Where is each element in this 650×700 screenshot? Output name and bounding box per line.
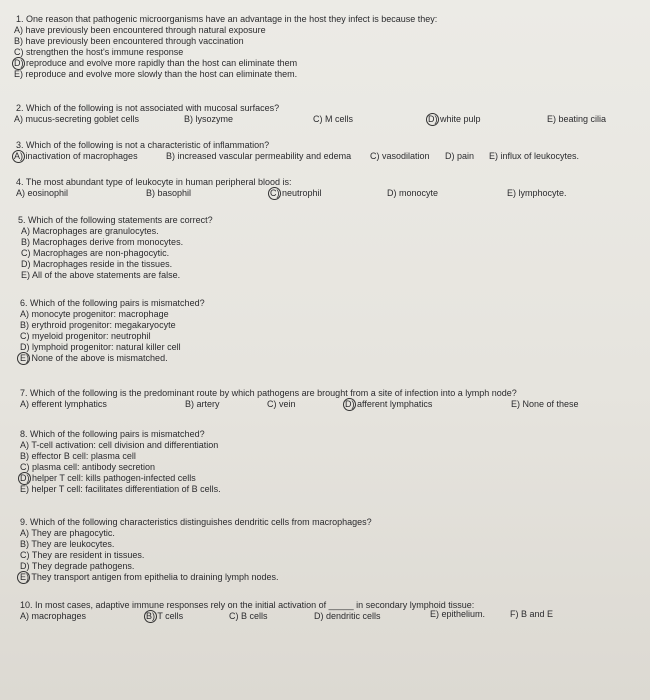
option-a: A) monocyte progenitor: macrophage bbox=[20, 309, 169, 319]
option-d: D) They degrade pathogens. bbox=[20, 561, 135, 571]
question-stem: 2. Which of the following is not associated with mucosal surfaces? bbox=[16, 103, 280, 113]
option-a: A) efferent lymphatics bbox=[20, 399, 107, 409]
option-b: B) artery bbox=[185, 399, 220, 409]
option-f: F) B and E bbox=[510, 609, 554, 619]
option-d: D) afferent lymphatics bbox=[345, 399, 433, 409]
option-b: B) have previously been encountered through vaccination bbox=[14, 36, 244, 46]
option-c: C) vasodilation bbox=[370, 151, 430, 161]
option-c: C) B cells bbox=[229, 611, 268, 621]
option-e: E) helper T cell: facilitates differentiation of B cells. bbox=[20, 484, 221, 494]
option-c: C) They are resident in tissues. bbox=[20, 550, 145, 560]
option-b: B) Macrophages derive from monocytes. bbox=[21, 237, 184, 247]
option-c: C) Macrophages are non-phagocytic. bbox=[21, 248, 170, 258]
question-stem: 10. In most cases, adaptive immune responses rely on the initial activation of _____ in secondary lymphoid tissue: bbox=[20, 600, 475, 610]
option-a: A) have previously been encountered through natural exposure bbox=[14, 25, 266, 35]
option-e: E) None of these bbox=[511, 399, 579, 409]
option-a: A) They are phagocytic. bbox=[20, 528, 115, 538]
option-c: C) strengthen the host's immune response bbox=[14, 47, 184, 57]
question-stem: 7. Which of the following is the predominant route by which pathogens are brought from a site of infection into a lymph node? bbox=[20, 388, 517, 398]
question-stem: 6. Which of the following pairs is mismatched? bbox=[20, 298, 205, 308]
option-b: B) increased vascular permeability and edema bbox=[166, 151, 352, 161]
question-stem: 3. Which of the following is not a characteristic of inflammation? bbox=[16, 140, 270, 150]
option-a: A) T-cell activation: cell division and differentiation bbox=[20, 440, 219, 450]
question-stem: 4. The most abundant type of leukocyte in human peripheral blood is: bbox=[16, 177, 292, 187]
option-c: C) M cells bbox=[313, 114, 353, 124]
question-stem: 8. Which of the following pairs is mismatched? bbox=[20, 429, 205, 439]
question-stem: 5. Which of the following statements are correct? bbox=[18, 215, 213, 225]
option-e: E) They transport antigen from epithelia to draining lymph nodes. bbox=[20, 572, 279, 582]
option-e: E) epithelium. bbox=[430, 609, 486, 619]
option-e: E) All of the above statements are false. bbox=[21, 270, 181, 280]
option-b: B) They are leukocytes. bbox=[20, 539, 115, 549]
option-e: E) lymphocyte. bbox=[507, 188, 567, 198]
option-c: C) neutrophil bbox=[270, 188, 322, 198]
option-a: A) Macrophages are granulocytes. bbox=[21, 226, 159, 236]
option-e: E) None of the above is mismatched. bbox=[20, 353, 168, 363]
question-stem: 9. Which of the following characteristics distinguishes dendritic cells from macrophages? bbox=[20, 517, 372, 527]
option-d: D) helper T cell: kills pathogen-infected cells bbox=[20, 473, 196, 483]
option-d: D) reproduce and evolve more rapidly than the host can eliminate them bbox=[14, 58, 298, 68]
option-d: D) white pulp bbox=[428, 114, 481, 124]
option-a: A) mucus-secreting goblet cells bbox=[14, 114, 140, 124]
option-b: B) lysozyme bbox=[184, 114, 234, 124]
option-d: D) lymphoid progenitor: natural killer cell bbox=[20, 342, 181, 352]
option-a: A) eosinophil bbox=[16, 188, 69, 198]
option-a: A) macrophages bbox=[20, 611, 87, 621]
option-d: D) Macrophages reside in the tissues. bbox=[21, 259, 173, 269]
option-b: B) T cells bbox=[146, 611, 184, 621]
option-a: A) inactivation of macrophages bbox=[14, 151, 138, 161]
option-c: C) myeloid progenitor: neutrophil bbox=[20, 331, 151, 341]
option-d: D) dendritic cells bbox=[314, 611, 381, 621]
option-c: C) plasma cell: antibody secretion bbox=[20, 462, 156, 472]
option-e: E) beating cilia bbox=[547, 114, 607, 124]
option-b: B) effector B cell: plasma cell bbox=[20, 451, 136, 461]
option-d: D) monocyte bbox=[387, 188, 439, 198]
option-b: B) erythroid progenitor: megakaryocyte bbox=[20, 320, 176, 330]
option-d: D) pain bbox=[445, 151, 475, 161]
option-c: C) vein bbox=[267, 399, 296, 409]
option-e: E) reproduce and evolve more slowly than the host can eliminate them. bbox=[14, 69, 298, 79]
option-b: B) basophil bbox=[146, 188, 192, 198]
option-e: E) influx of leukocytes. bbox=[489, 151, 580, 161]
question-stem: 1. One reason that pathogenic microorganisms have an advantage in the host they infect is because they: bbox=[16, 14, 438, 24]
